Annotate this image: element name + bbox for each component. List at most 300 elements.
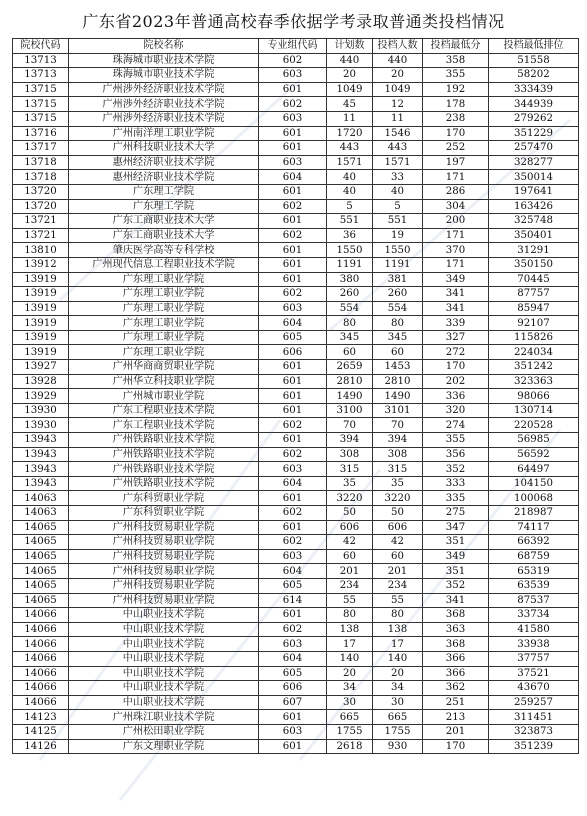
cell-min-score: 333 [423, 476, 489, 491]
table-row [13, 506, 579, 521]
table-row [13, 549, 579, 564]
table-row [13, 111, 579, 126]
cell-school-name: 广州城市职业学院 [69, 389, 259, 404]
table-row [13, 476, 579, 491]
table-row [13, 724, 579, 739]
cell-plan-count: 17 [327, 637, 373, 652]
cell-school-name: 珠海城市职业技术学院 [69, 68, 259, 83]
cell-admitted-count: 3220 [373, 491, 423, 506]
cell-school-code: 14063 [13, 491, 69, 506]
cell-plan-count: 2659 [327, 360, 373, 375]
table-row [13, 345, 579, 360]
cell-school-code: 13919 [13, 316, 69, 331]
cell-min-rank: 350401 [489, 228, 579, 243]
cell-school-name: 广东理工职业学院 [69, 316, 259, 331]
cell-school-name: 广东工商职业技术大学 [69, 228, 259, 243]
cell-min-rank: 56592 [489, 447, 579, 462]
cell-min-rank: 68759 [489, 549, 579, 564]
cell-admitted-count: 19 [373, 228, 423, 243]
cell-min-rank: 328277 [489, 155, 579, 170]
cell-admitted-count: 665 [373, 710, 423, 725]
cell-school-name: 广东理工职业学院 [69, 330, 259, 345]
cell-school-name: 广州科技职业技术大学 [69, 141, 259, 156]
cell-school-name: 广州珠江职业技术学院 [69, 710, 259, 725]
cell-admitted-count: 55 [373, 593, 423, 608]
cell-plan-count: 260 [327, 287, 373, 302]
table-row [13, 491, 579, 506]
cell-group-code: 601 [259, 257, 327, 272]
cell-group-code: 601 [259, 491, 327, 506]
cell-admitted-count: 234 [373, 578, 423, 593]
cell-min-rank: 197641 [489, 184, 579, 199]
cell-plan-count: 80 [327, 608, 373, 623]
cell-group-code: 601 [259, 374, 327, 389]
header-min-rank: 投档最低排位 [489, 39, 579, 54]
table-row [13, 389, 579, 404]
cell-min-rank: 323873 [489, 724, 579, 739]
cell-admitted-count: 40 [373, 184, 423, 199]
cell-school-code: 13721 [13, 228, 69, 243]
cell-admitted-count: 12 [373, 97, 423, 112]
cell-plan-count: 30 [327, 695, 373, 710]
cell-school-name: 广州松田职业学院 [69, 724, 259, 739]
cell-admitted-count: 381 [373, 272, 423, 287]
cell-min-rank: 344939 [489, 97, 579, 112]
cell-group-code: 603 [259, 724, 327, 739]
cell-min-score: 171 [423, 257, 489, 272]
cell-admitted-count: 1490 [373, 389, 423, 404]
cell-group-code: 601 [259, 710, 327, 725]
cell-group-code: 604 [259, 316, 327, 331]
table-row [13, 637, 579, 652]
table-row [13, 97, 579, 112]
cell-min-score: 170 [423, 360, 489, 375]
cell-min-rank: 33734 [489, 608, 579, 623]
cell-school-code: 14066 [13, 695, 69, 710]
cell-min-score: 251 [423, 695, 489, 710]
cell-school-code: 14126 [13, 739, 69, 754]
cell-admitted-count: 33 [373, 170, 423, 185]
cell-min-rank: 87537 [489, 593, 579, 608]
cell-min-rank: 323363 [489, 374, 579, 389]
cell-min-rank: 41580 [489, 622, 579, 637]
cell-school-name: 广东文理职业学院 [69, 739, 259, 754]
cell-min-rank: 325748 [489, 214, 579, 229]
cell-min-score: 286 [423, 184, 489, 199]
cell-min-rank: 311451 [489, 710, 579, 725]
cell-school-code: 13718 [13, 155, 69, 170]
header-school-code: 院校代码 [13, 39, 69, 54]
cell-school-code: 13713 [13, 68, 69, 83]
cell-admitted-count: 11 [373, 111, 423, 126]
cell-min-rank: 87757 [489, 287, 579, 302]
cell-school-code: 14066 [13, 622, 69, 637]
table-row [13, 739, 579, 754]
cell-school-code: 13919 [13, 287, 69, 302]
cell-group-code: 606 [259, 345, 327, 360]
cell-admitted-count: 50 [373, 506, 423, 521]
cell-min-rank: 218987 [489, 506, 579, 521]
cell-admitted-count: 30 [373, 695, 423, 710]
cell-min-rank: 37757 [489, 651, 579, 666]
table-header-row [13, 39, 579, 54]
cell-school-name: 广东科贸职业学院 [69, 491, 259, 506]
cell-admitted-count: 440 [373, 53, 423, 68]
cell-school-name: 广东理工职业学院 [69, 287, 259, 302]
cell-min-score: 339 [423, 316, 489, 331]
cell-group-code: 601 [259, 126, 327, 141]
cell-min-rank: 56985 [489, 433, 579, 448]
cell-admitted-count: 138 [373, 622, 423, 637]
cell-min-score: 349 [423, 272, 489, 287]
cell-plan-count: 665 [327, 710, 373, 725]
cell-min-score: 335 [423, 491, 489, 506]
cell-min-rank: 350150 [489, 257, 579, 272]
cell-school-name: 广东理工职业学院 [69, 272, 259, 287]
cell-min-rank: 100068 [489, 491, 579, 506]
table-row [13, 564, 579, 579]
cell-min-rank: 351239 [489, 739, 579, 754]
cell-plan-count: 5 [327, 199, 373, 214]
cell-group-code: 602 [259, 287, 327, 302]
cell-admitted-count: 554 [373, 301, 423, 316]
cell-school-name: 广州华立科技职业学院 [69, 374, 259, 389]
cell-plan-count: 443 [327, 141, 373, 156]
cell-school-code: 13929 [13, 389, 69, 404]
cell-school-name: 中山职业技术学院 [69, 622, 259, 637]
cell-school-name: 中山职业技术学院 [69, 608, 259, 623]
cell-group-code: 601 [259, 389, 327, 404]
cell-plan-count: 35 [327, 476, 373, 491]
cell-school-code: 13720 [13, 184, 69, 199]
cell-school-code: 14066 [13, 637, 69, 652]
cell-admitted-count: 35 [373, 476, 423, 491]
cell-school-code: 13912 [13, 257, 69, 272]
cell-min-rank: 350014 [489, 170, 579, 185]
cell-min-score: 355 [423, 68, 489, 83]
cell-admitted-count: 1546 [373, 126, 423, 141]
cell-min-rank: 259257 [489, 695, 579, 710]
cell-plan-count: 70 [327, 418, 373, 433]
cell-plan-count: 40 [327, 184, 373, 199]
cell-min-score: 171 [423, 170, 489, 185]
cell-min-rank: 257470 [489, 141, 579, 156]
cell-group-code: 603 [259, 155, 327, 170]
cell-admitted-count: 345 [373, 330, 423, 345]
cell-school-name: 广州科技贸易职业学院 [69, 535, 259, 550]
table-row [13, 651, 579, 666]
cell-group-code: 603 [259, 68, 327, 83]
cell-group-code: 603 [259, 462, 327, 477]
cell-school-name: 中山职业技术学院 [69, 681, 259, 696]
cell-min-rank: 104150 [489, 476, 579, 491]
header-group-code: 专业组代码 [259, 39, 327, 54]
cell-plan-count: 1755 [327, 724, 373, 739]
table-row [13, 330, 579, 345]
cell-plan-count: 45 [327, 97, 373, 112]
header-school-name: 院校名称 [69, 39, 259, 54]
cell-admitted-count: 17 [373, 637, 423, 652]
cell-group-code: 605 [259, 666, 327, 681]
cell-min-rank: 31291 [489, 243, 579, 258]
cell-min-rank: 85947 [489, 301, 579, 316]
cell-school-code: 14065 [13, 593, 69, 608]
cell-min-score: 370 [423, 243, 489, 258]
cell-group-code: 604 [259, 564, 327, 579]
cell-min-score: 336 [423, 389, 489, 404]
cell-group-code: 602 [259, 199, 327, 214]
cell-school-name: 广州科技贸易职业学院 [69, 549, 259, 564]
table-row [13, 82, 579, 97]
cell-school-name: 广州铁路职业技术学院 [69, 433, 259, 448]
cell-plan-count: 606 [327, 520, 373, 535]
cell-admitted-count: 606 [373, 520, 423, 535]
cell-group-code: 602 [259, 97, 327, 112]
table-row [13, 360, 579, 375]
table-row [13, 126, 579, 141]
cell-school-code: 13718 [13, 170, 69, 185]
cell-school-code: 13930 [13, 418, 69, 433]
document-title: 广东省2023年普通高校春季依据学考录取普通类投档情况 [82, 12, 505, 31]
cell-group-code: 602 [259, 447, 327, 462]
cell-admitted-count: 443 [373, 141, 423, 156]
cell-school-code: 13943 [13, 447, 69, 462]
cell-min-rank: 130714 [489, 403, 579, 418]
cell-admitted-count: 315 [373, 462, 423, 477]
cell-min-rank: 33938 [489, 637, 579, 652]
cell-school-code: 13715 [13, 111, 69, 126]
table-row [13, 184, 579, 199]
table-row [13, 433, 579, 448]
cell-min-score: 320 [423, 403, 489, 418]
cell-admitted-count: 3101 [373, 403, 423, 418]
cell-min-score: 170 [423, 739, 489, 754]
cell-plan-count: 1049 [327, 82, 373, 97]
header-min-score: 投档最低分 [423, 39, 489, 54]
cell-school-name: 广州涉外经济职业技术学院 [69, 111, 259, 126]
cell-min-score: 368 [423, 608, 489, 623]
cell-group-code: 605 [259, 330, 327, 345]
cell-school-name: 广州铁路职业技术学院 [69, 447, 259, 462]
table-row [13, 272, 579, 287]
cell-school-name: 广州科技贸易职业学院 [69, 593, 259, 608]
table-row [13, 681, 579, 696]
table-row [13, 520, 579, 535]
cell-plan-count: 551 [327, 214, 373, 229]
cell-plan-count: 234 [327, 578, 373, 593]
cell-school-name: 肇庆医学高等专科学校 [69, 243, 259, 258]
cell-admitted-count: 140 [373, 651, 423, 666]
table-row [13, 301, 579, 316]
cell-plan-count: 34 [327, 681, 373, 696]
cell-school-code: 13716 [13, 126, 69, 141]
table-row [13, 535, 579, 550]
cell-school-name: 广州科技贸易职业学院 [69, 564, 259, 579]
cell-admitted-count: 60 [373, 345, 423, 360]
cell-group-code: 603 [259, 549, 327, 564]
cell-school-code: 13919 [13, 272, 69, 287]
cell-min-score: 351 [423, 535, 489, 550]
cell-plan-count: 554 [327, 301, 373, 316]
cell-group-code: 602 [259, 622, 327, 637]
cell-min-score: 252 [423, 141, 489, 156]
cell-school-code: 13927 [13, 360, 69, 375]
table-body [13, 53, 579, 754]
cell-school-code: 13720 [13, 199, 69, 214]
cell-plan-count: 345 [327, 330, 373, 345]
cell-min-score: 341 [423, 301, 489, 316]
cell-min-rank: 51558 [489, 53, 579, 68]
cell-group-code: 603 [259, 111, 327, 126]
cell-school-name: 中山职业技术学院 [69, 695, 259, 710]
admission-table [12, 38, 579, 754]
cell-group-code: 602 [259, 228, 327, 243]
cell-group-code: 606 [259, 681, 327, 696]
table-row [13, 578, 579, 593]
cell-admitted-count: 1571 [373, 155, 423, 170]
cell-group-code: 604 [259, 170, 327, 185]
table-row [13, 374, 579, 389]
cell-admitted-count: 1550 [373, 243, 423, 258]
cell-min-score: 238 [423, 111, 489, 126]
cell-plan-count: 3100 [327, 403, 373, 418]
table-row [13, 447, 579, 462]
cell-admitted-count: 60 [373, 549, 423, 564]
header-plan-count: 计划数 [327, 39, 373, 54]
cell-admitted-count: 80 [373, 608, 423, 623]
cell-plan-count: 60 [327, 549, 373, 564]
table-row [13, 257, 579, 272]
cell-school-code: 13943 [13, 476, 69, 491]
cell-plan-count: 394 [327, 433, 373, 448]
table-row [13, 53, 579, 68]
cell-min-score: 347 [423, 520, 489, 535]
cell-group-code: 601 [259, 272, 327, 287]
cell-group-code: 601 [259, 243, 327, 258]
cell-plan-count: 2618 [327, 739, 373, 754]
cell-min-rank: 115826 [489, 330, 579, 345]
cell-plan-count: 1191 [327, 257, 373, 272]
cell-min-rank: 163426 [489, 199, 579, 214]
cell-admitted-count: 551 [373, 214, 423, 229]
cell-group-code: 602 [259, 506, 327, 521]
cell-min-score: 355 [423, 433, 489, 448]
cell-school-code: 13810 [13, 243, 69, 258]
cell-group-code: 601 [259, 739, 327, 754]
cell-min-score: 304 [423, 199, 489, 214]
cell-min-score: 327 [423, 330, 489, 345]
cell-min-score: 192 [423, 82, 489, 97]
cell-group-code: 601 [259, 214, 327, 229]
cell-min-rank: 64497 [489, 462, 579, 477]
cell-min-rank: 333439 [489, 82, 579, 97]
cell-group-code: 614 [259, 593, 327, 608]
cell-admitted-count: 1191 [373, 257, 423, 272]
cell-group-code: 601 [259, 184, 327, 199]
cell-min-score: 351 [423, 564, 489, 579]
cell-group-code: 602 [259, 53, 327, 68]
cell-min-score: 200 [423, 214, 489, 229]
cell-min-rank: 37521 [489, 666, 579, 681]
cell-min-rank: 220528 [489, 418, 579, 433]
table-row [13, 622, 579, 637]
cell-admitted-count: 394 [373, 433, 423, 448]
cell-admitted-count: 20 [373, 68, 423, 83]
table-row [13, 608, 579, 623]
cell-school-code: 14065 [13, 535, 69, 550]
cell-min-rank: 98066 [489, 389, 579, 404]
cell-group-code: 604 [259, 476, 327, 491]
cell-min-score: 213 [423, 710, 489, 725]
cell-plan-count: 1490 [327, 389, 373, 404]
table-row [13, 243, 579, 258]
cell-plan-count: 138 [327, 622, 373, 637]
table-row [13, 68, 579, 83]
cell-school-name: 广州铁路职业技术学院 [69, 476, 259, 491]
cell-plan-count: 42 [327, 535, 373, 550]
table-row [13, 316, 579, 331]
cell-school-code: 13713 [13, 53, 69, 68]
cell-admitted-count: 260 [373, 287, 423, 302]
table-row [13, 593, 579, 608]
table-row [13, 403, 579, 418]
cell-min-score: 366 [423, 651, 489, 666]
cell-plan-count: 36 [327, 228, 373, 243]
cell-school-name: 广州涉外经济职业技术学院 [69, 97, 259, 112]
cell-school-code: 13717 [13, 141, 69, 156]
table-row [13, 666, 579, 681]
cell-school-code: 14123 [13, 710, 69, 725]
cell-plan-count: 1720 [327, 126, 373, 141]
cell-min-rank: 65319 [489, 564, 579, 579]
cell-min-score: 178 [423, 97, 489, 112]
cell-min-score: 366 [423, 666, 489, 681]
cell-group-code: 601 [259, 608, 327, 623]
cell-group-code: 601 [259, 82, 327, 97]
cell-group-code: 601 [259, 403, 327, 418]
cell-school-name: 广东理工职业学院 [69, 301, 259, 316]
cell-min-score: 368 [423, 637, 489, 652]
cell-school-code: 13930 [13, 403, 69, 418]
cell-admitted-count: 42 [373, 535, 423, 550]
cell-min-score: 272 [423, 345, 489, 360]
table-row [13, 155, 579, 170]
cell-plan-count: 380 [327, 272, 373, 287]
cell-school-name: 广东理工学院 [69, 184, 259, 199]
cell-school-code: 14066 [13, 681, 69, 696]
cell-school-code: 14066 [13, 666, 69, 681]
cell-min-rank: 58202 [489, 68, 579, 83]
cell-school-code: 13919 [13, 345, 69, 360]
cell-group-code: 605 [259, 578, 327, 593]
table-row [13, 199, 579, 214]
cell-admitted-count: 308 [373, 447, 423, 462]
cell-school-code: 13715 [13, 97, 69, 112]
cell-school-name: 广州现代信息工程职业技术学院 [69, 257, 259, 272]
cell-school-name: 广东理工学院 [69, 199, 259, 214]
cell-plan-count: 1571 [327, 155, 373, 170]
table-row [13, 214, 579, 229]
cell-school-name: 广州铁路职业技术学院 [69, 462, 259, 477]
cell-min-score: 362 [423, 681, 489, 696]
cell-school-name: 广州科技贸易职业学院 [69, 578, 259, 593]
cell-min-rank: 74117 [489, 520, 579, 535]
cell-school-name: 广州南洋理工职业学院 [69, 126, 259, 141]
cell-admitted-count: 80 [373, 316, 423, 331]
cell-plan-count: 140 [327, 651, 373, 666]
cell-min-score: 358 [423, 53, 489, 68]
cell-plan-count: 80 [327, 316, 373, 331]
